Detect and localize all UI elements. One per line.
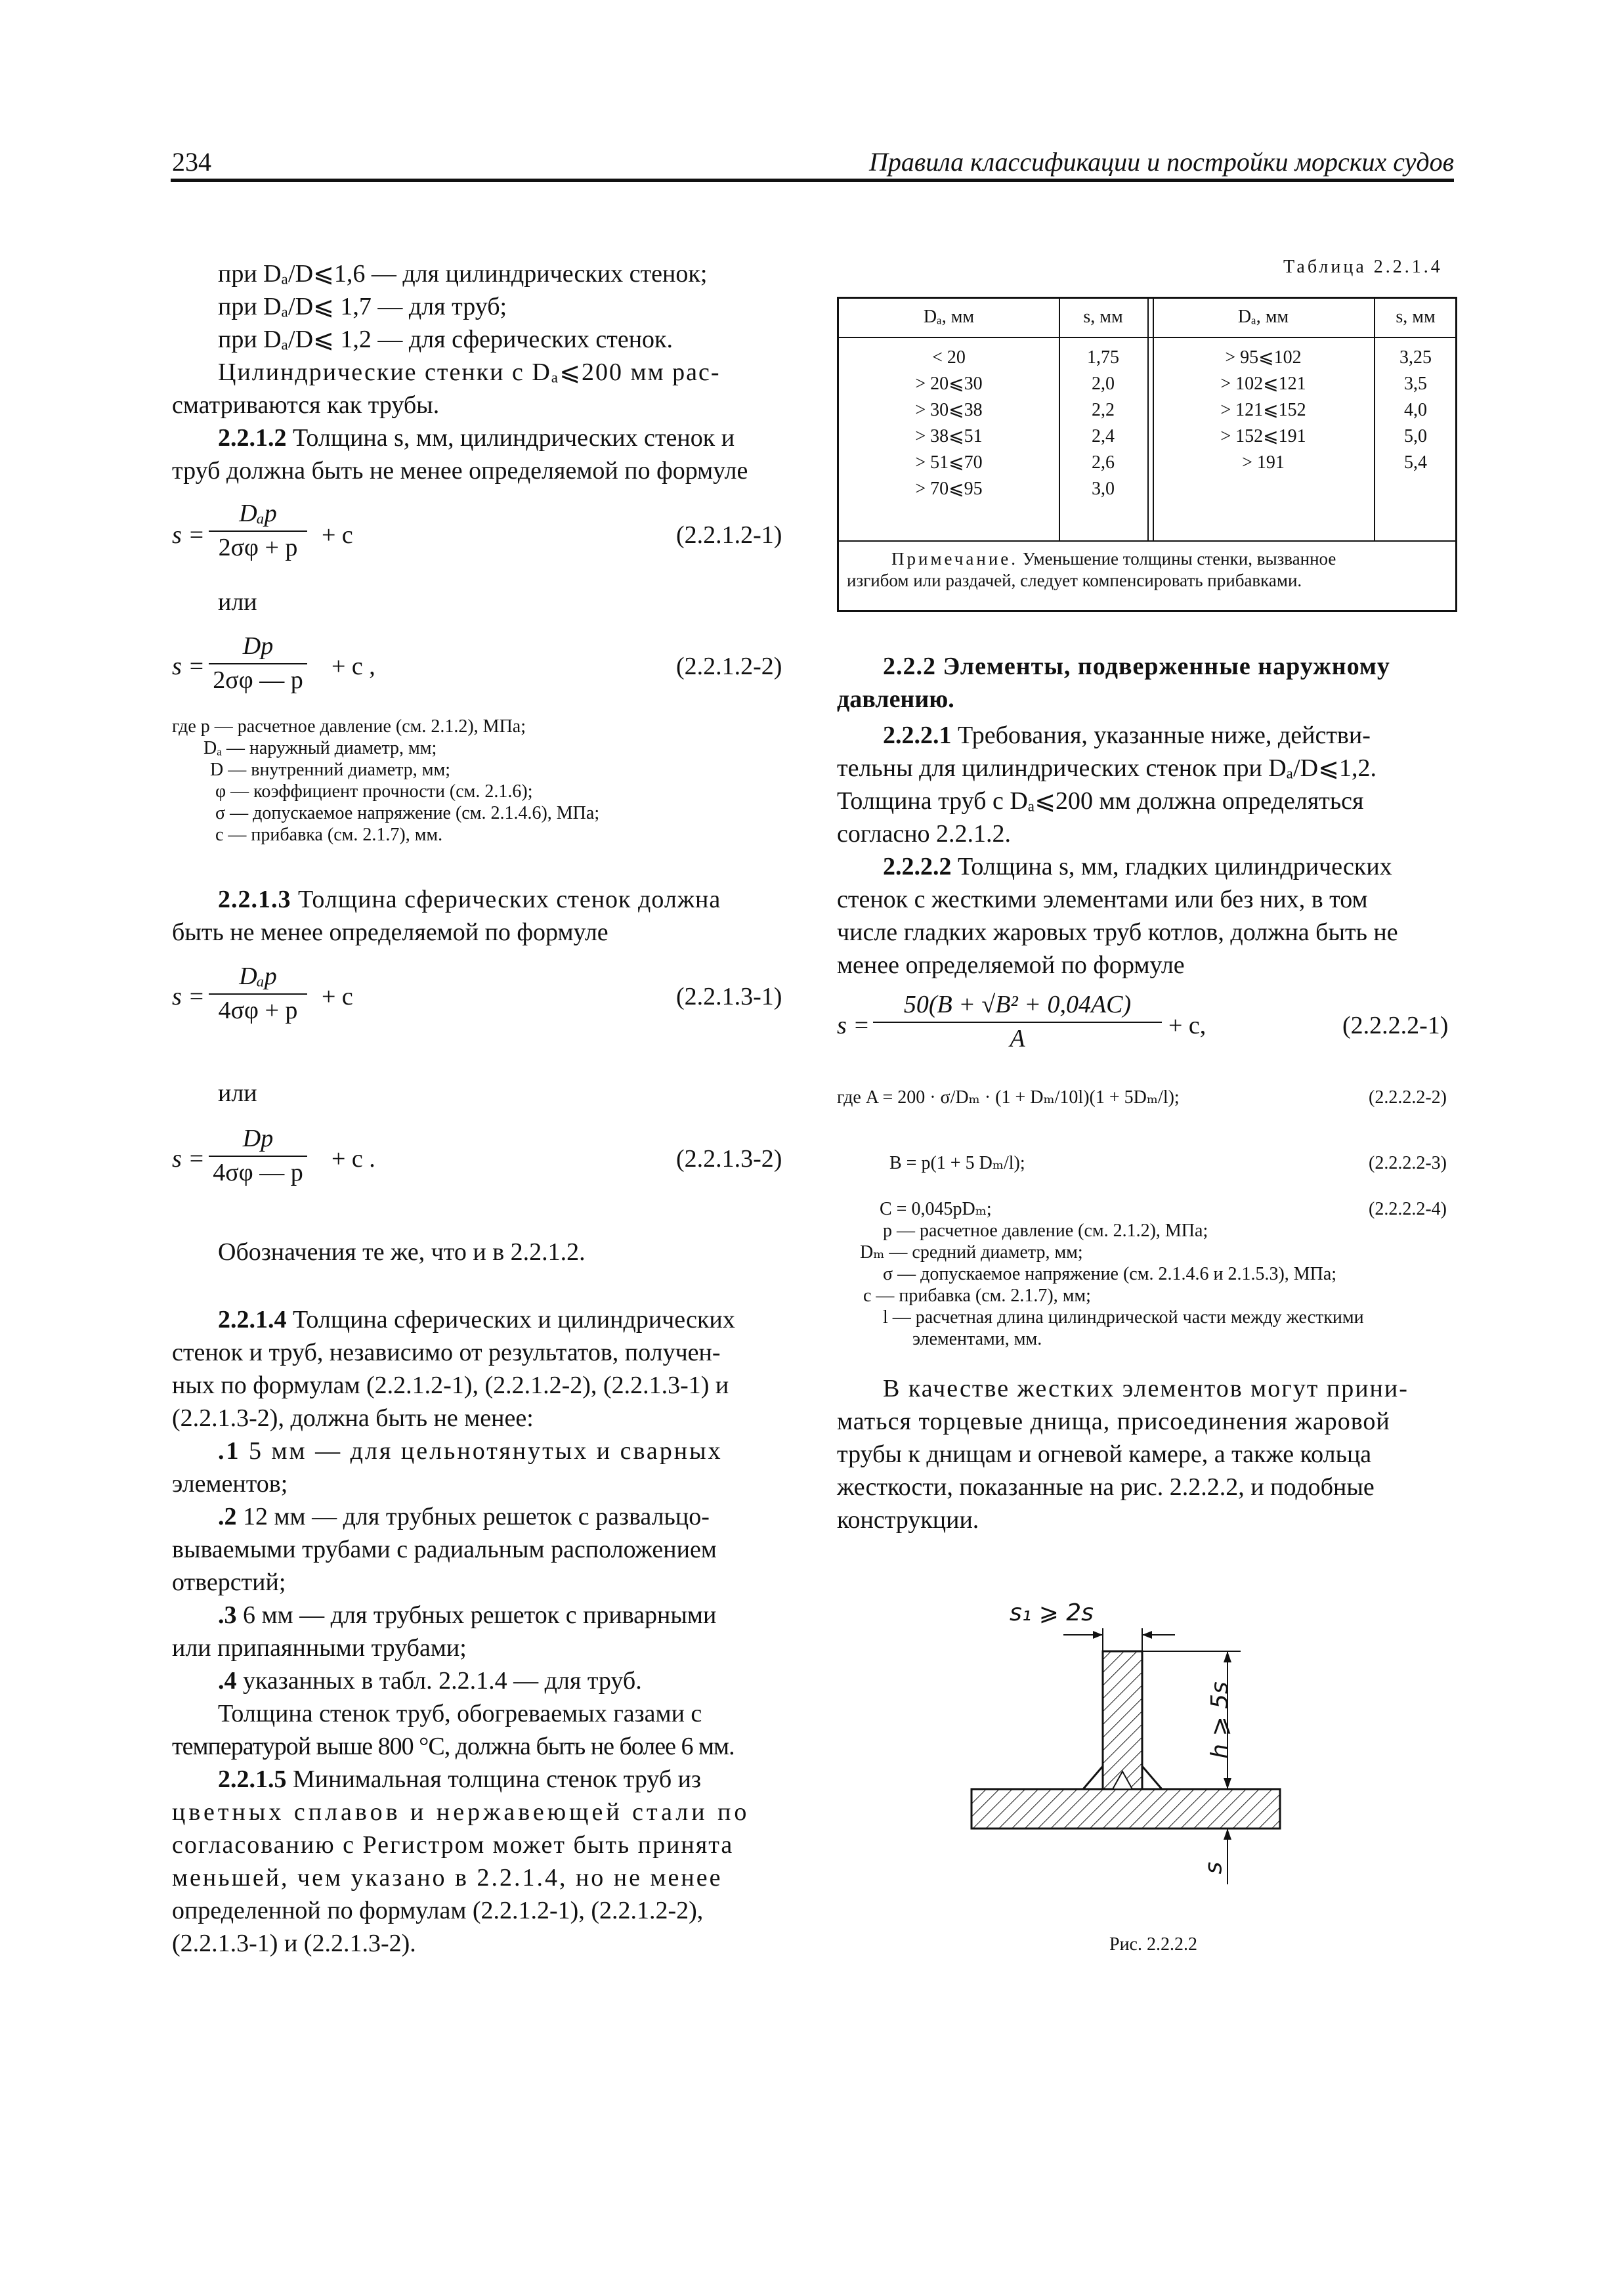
paragraph-line: температурой выше 800 °С, должна быть не более 6 мм. — [172, 1733, 735, 1760]
table-column: 1,75 2,0 2,2 2,4 2,6 3,0 — [1087, 347, 1119, 499]
equation-number: (2.2.1.3-2) — [676, 1145, 782, 1173]
paragraph-line: Толщина стенок труб, обогреваемых газами с — [218, 1700, 702, 1727]
list-item-cont: вываемыми трубами с радиальным расположением — [172, 1536, 717, 1563]
clause-number: 2.2.2.2 — [883, 853, 952, 880]
table-header: Dₐ, мм — [923, 307, 975, 327]
page-number: 234 — [172, 147, 211, 177]
table-column: 3,25 3,5 4,0 5,0 5,4 — [1399, 347, 1432, 473]
formula-2.2.2.2-2: где A = 200 · σ/Dₘ · (1 + Dₘ/10l)(1 + 5Dₘ/l); — [837, 1087, 1180, 1108]
paragraph-line: (2.2.1.3-1) и (2.2.1.3-2). — [172, 1930, 416, 1957]
paragraph-line: сматриваются как трубы. — [172, 391, 440, 419]
stiffening-ring-drawing — [965, 1602, 1306, 1930]
equation-number: (2.2.1.2-1) — [676, 521, 782, 549]
legend-item: Dₐ — наружный диаметр, мм; — [203, 738, 437, 758]
thickness-table — [837, 297, 1457, 612]
paragraph-line: Толщина труб с Dₐ⩽200 мм должна определяться — [837, 787, 1364, 815]
equation-number: (2.2.2.2-3) — [1369, 1153, 1447, 1173]
equation-number: (2.2.1.2-2) — [676, 653, 782, 680]
dimension-label-h: h ⩾ 5s — [1206, 1681, 1233, 1759]
table-header: s, мм — [1396, 307, 1436, 327]
condition-line: при Dₐ/D⩽1,6 — для цилиндрических стенок; — [218, 260, 708, 288]
paragraph-line: 2.2.1.4 Толщина сферических и цилиндрических — [218, 1306, 735, 1333]
clause-number: 2.2.1.2 — [218, 424, 287, 452]
word-or: или — [218, 1079, 257, 1107]
paragraph-line: 2.2.2.2 Толщина s, мм, гладких цилиндрических — [883, 853, 1392, 880]
table-column: < 20 > 20⩽30 > 30⩽38 > 38⩽51 > 51⩽70 > 70⩽95 — [915, 347, 983, 499]
list-item: .1 5 мм — для цельнотянутых и сварных — [218, 1437, 723, 1465]
legend-item: p — расчетное давление (см. 2.1.2), МПа; — [883, 1221, 1208, 1241]
condition-line: при Dₐ/D⩽ 1,2 — для сферических стенок. — [218, 326, 673, 353]
legend-item: D — внутренний диаметр, мм; — [210, 760, 450, 780]
paragraph-line: трубы к днищам и огневой камере, а также кольца — [837, 1440, 1372, 1468]
clause-number: 2.2.1.3 — [218, 886, 291, 913]
list-item-cont: или припаянными трубами; — [172, 1634, 467, 1662]
legend-item: где p — расчетное давление (см. 2.1.2), МПа; — [172, 716, 526, 737]
formula-2.2.2.2-3: B = p(1 + 5 Dₘ/l); — [889, 1153, 1025, 1173]
equation-number: (2.2.2.2-2) — [1369, 1087, 1447, 1108]
list-item-cont: элементов; — [172, 1470, 288, 1498]
legend-item: φ — коэффициент прочности (см. 2.1.6); — [215, 781, 533, 802]
paragraph-line: менее определяемой по формуле — [837, 951, 1185, 979]
section-heading: 2.2.2 Элементы, подверженные наружному — [883, 653, 1390, 680]
paragraph-line: определенной по формулам (2.2.1.2-1), (2.2.1.2-2), — [172, 1897, 704, 1924]
list-item-cont: отверстий; — [172, 1569, 286, 1596]
section-heading: давлению. — [837, 685, 954, 713]
paragraph-line: стенок и труб, независимо от результатов, получен- — [172, 1339, 721, 1366]
condition-line: при Dₐ/D⩽ 1,7 — для труб; — [218, 293, 507, 320]
paragraph-line: жесткости, показанные на рис. 2.2.2.2, и подобные — [837, 1473, 1375, 1501]
clause-number: 2.2.1.4 — [218, 1306, 287, 1333]
dimension-label-s1: s₁ ⩾ 2s — [1010, 1599, 1094, 1626]
clause-number: 2.2.2.1 — [883, 722, 952, 749]
paragraph-line: согласованию с Регистром может быть принята — [172, 1831, 734, 1859]
paragraph-line: ных по формулам (2.2.1.2-1), (2.2.1.2-2), (2.2.1.3-1) и — [172, 1372, 729, 1399]
paragraph-line: тельны для цилиндрических стенок при Dₐ/D⩽1,2. — [837, 754, 1377, 782]
paragraph-line: В качестве жестких элементов могут прини- — [883, 1375, 1409, 1402]
equation-number: (2.2.2.2-4) — [1369, 1199, 1447, 1219]
paragraph-line: Цилиндрические стенки с Dₐ⩽200 мм рас- — [218, 358, 721, 386]
word-or: или — [218, 588, 257, 616]
table-header: s, мм — [1083, 307, 1123, 327]
paragraph-line: 2.2.1.5 Минимальная толщина стенок труб из — [218, 1765, 702, 1793]
paragraph-line: Обозначения те же, что и в 2.2.1.2. — [218, 1238, 586, 1266]
header-rule — [171, 179, 1454, 182]
dimension-label-s: s — [1200, 1861, 1227, 1874]
equation-number: (2.2.2.2-1) — [1342, 1012, 1449, 1039]
table-header: Dₐ, мм — [1237, 307, 1289, 327]
paragraph-line: цветных сплавов и нержавеющей стали по — [172, 1798, 750, 1826]
legend-item: Dₘ — средний диаметр, мм; — [860, 1242, 1083, 1263]
table-caption: Таблица 2.2.1.4 — [1283, 257, 1443, 277]
paragraph-line: конструкции. — [837, 1506, 979, 1534]
paragraph-line: (2.2.1.3-2), должна быть не менее: — [172, 1404, 534, 1432]
legend-item: c — прибавка (см. 2.1.7), мм. — [215, 825, 443, 845]
table-column: > 95⩽102 > 102⩽121 > 121⩽152 > 152⩽191 > 191 — [1220, 347, 1306, 473]
paragraph-line: труб должна быть не менее определяемой по формуле — [172, 457, 748, 485]
list-item: .3 6 мм — для трубных решеток с приварными — [218, 1601, 717, 1629]
list-item: .4 указанных в табл. 2.2.1.4 — для труб. — [218, 1667, 642, 1695]
paragraph-line: 2.2.1.3 Толщина сферических стенок должна — [218, 886, 721, 913]
paragraph-line: 2.2.1.2 Толщина s, мм, цилиндрических стенок и — [218, 424, 735, 452]
paragraph-line: маться торцевые днища, присоединения жаровой — [837, 1408, 1390, 1435]
stiffening-ring-figure — [965, 1599, 1306, 1930]
running-title: Правила классификации и постройки морских судов — [868, 147, 1454, 177]
legend-item: l — расчетная длина цилиндрической части между жесткими — [883, 1307, 1364, 1328]
paragraph-line: 2.2.2.1 Требования, указанные ниже, действи- — [883, 722, 1371, 749]
equation-number: (2.2.1.3-1) — [676, 983, 782, 1010]
legend-item: σ — допускаемое напряжение (см. 2.1.4.6 и 2.1.5.3), МПа; — [883, 1264, 1337, 1284]
list-item: .2 12 мм — для трубных решеток с развальцо- — [218, 1503, 710, 1530]
table-note: Примечание. Уменьшение толщины стенки, вызванное — [891, 549, 1336, 569]
formula-2.2.2.2-4: C = 0,045pDₘ; — [880, 1199, 992, 1219]
paragraph-line: согласно 2.2.1.2. — [837, 820, 1012, 848]
paragraph-line: меньшей, чем указано в 2.2.1.4, но не менее — [172, 1864, 723, 1892]
figure-caption: Рис. 2.2.2.2 — [1109, 1934, 1197, 1955]
table-note: изгибом или раздачей, следует компенсировать прибавками. — [847, 571, 1302, 590]
clause-number: 2.2.1.5 — [218, 1765, 287, 1793]
paragraph-line: быть не менее определяемой по формуле — [172, 919, 608, 946]
legend-item: c — прибавка (см. 2.1.7), мм; — [863, 1286, 1091, 1306]
legend-item: элементами, мм. — [912, 1329, 1042, 1349]
paragraph-line: стенок с жесткими элементами или без них, в том — [837, 886, 1368, 913]
legend-item: σ — допускаемое напряжение (см. 2.1.4.6), МПа; — [215, 803, 600, 823]
paragraph-line: числе гладких жаровых труб котлов, должна быть не — [837, 919, 1398, 946]
